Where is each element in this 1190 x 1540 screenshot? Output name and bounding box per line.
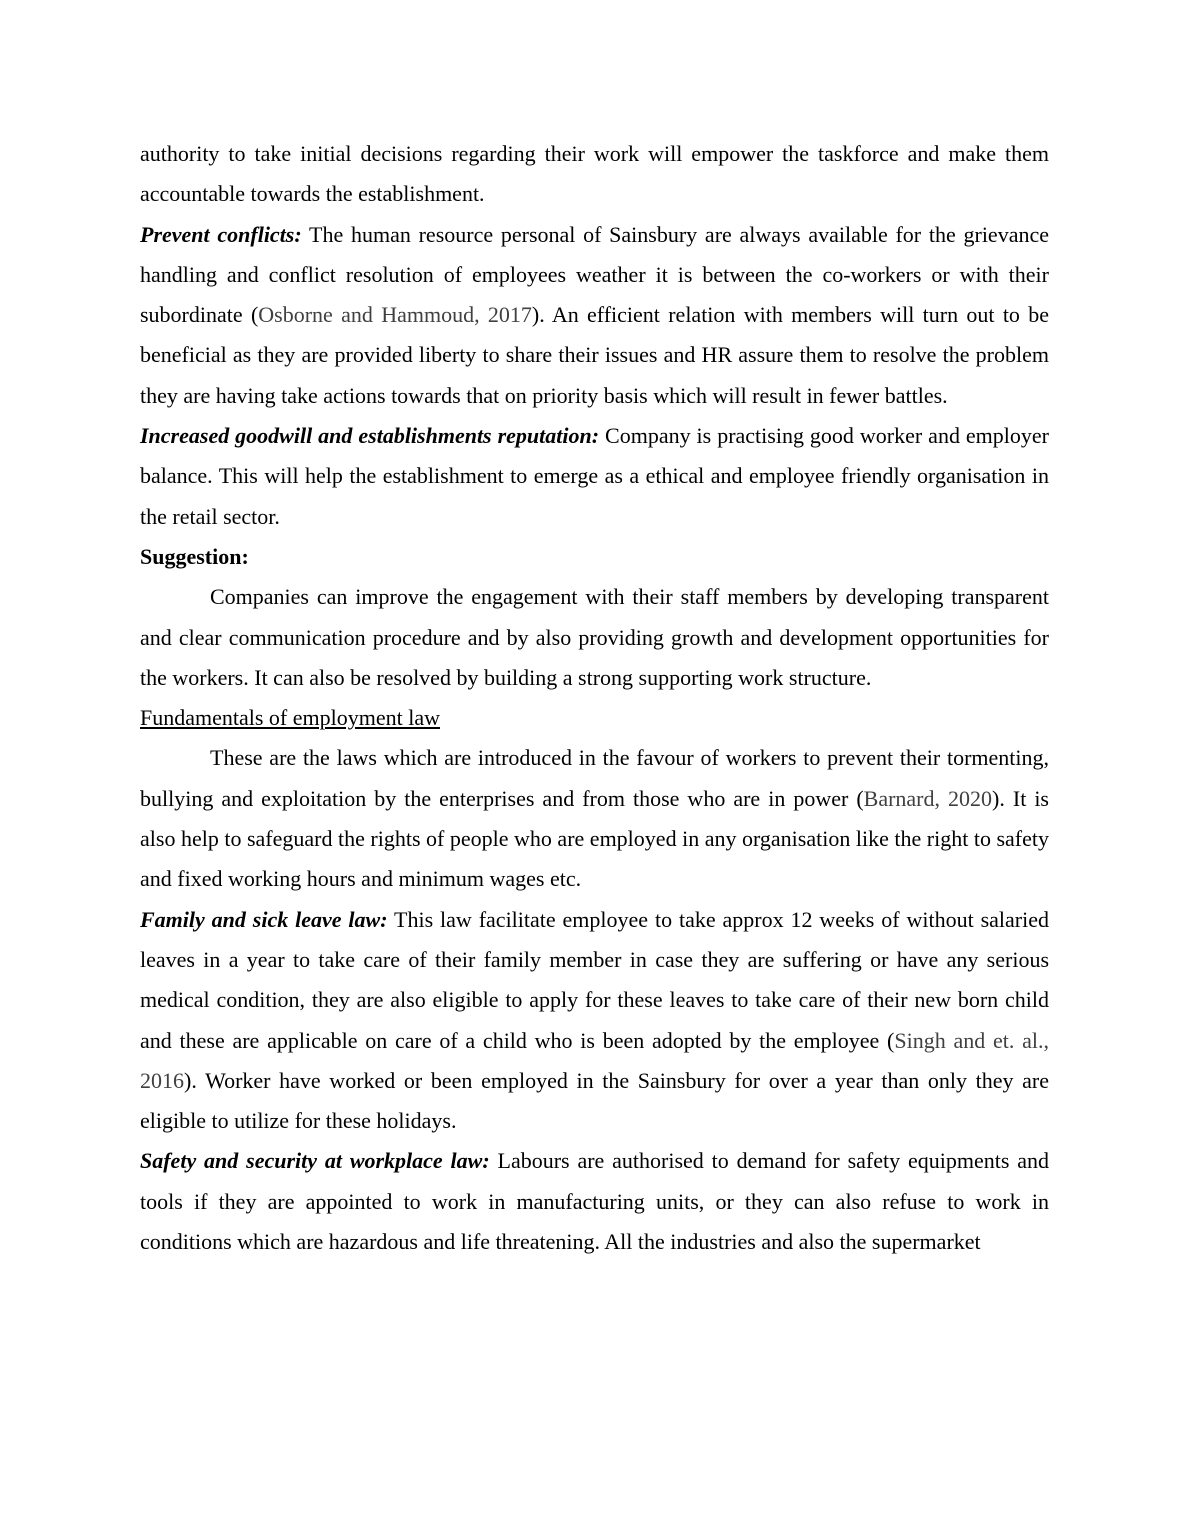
- citation: Osborne and Hammoud, 2017: [258, 302, 532, 328]
- paragraph-text: ). Worker have worked or been employed in the Sainsbury for over a year than only they are eligible to utilize for these holidays.: [140, 1067, 1049, 1134]
- paragraph-text: The human resource personal of Sainsbury are always available for the grievance handling and conflict resolution of employees weather it is between the co-workers or with their subordinate (: [140, 221, 1049, 328]
- paragraph-family-leave: [140, 900, 1049, 1142]
- section-heading-text: Fundamentals of employment law: [140, 705, 440, 731]
- paragraph-text: ). An efficient relation with members will turn out to be beneficial as they are provided liberty to share their issues and HR assure them to resolve the problem they are having take actions towards that on priority basis which will result in fewer battles.: [140, 302, 1050, 408]
- citation: Barnard, 2020: [863, 785, 993, 811]
- suggestion-heading: Suggestion:: [140, 543, 249, 569]
- document-body: [140, 134, 1049, 1262]
- paragraph-text: Labours are authorised to demand for safety equipments and tools if they are appointed to work in manufacturing units, or they can also refuse to work in conditions which are hazardous and life threatening. All the industries and also the supermarket: [140, 1148, 1049, 1255]
- section-heading: [140, 698, 1049, 738]
- paragraph-lead: Prevent conflicts:: [140, 221, 302, 247]
- paragraph-lead: Safety and security at workplace law:: [140, 1148, 490, 1174]
- paragraph-text: These are the laws which are introduced in the favour of workers to prevent their tormenting, bullying and exploitation by the enterprises and from those who are in power (: [140, 745, 1049, 811]
- paragraph-safety-law: [140, 1141, 1049, 1262]
- paragraph-lead: Increased goodwill and establishments reputation:: [140, 423, 600, 449]
- paragraph-text: ). It is also help to safeguard the rights of people who are employed in any organisation like the right to safety and fixed working hours and minimum wages etc.: [140, 785, 1049, 892]
- paragraph-text: This law facilitate employee to take approx 12 weeks of without salaried leaves in a year to take care of their family member in case they are suffering or have any serious medical condition, they are also eligible to apply for these leaves to take care of their new born child and these are applicable on care of a child who is been adopted by the employee (: [140, 906, 1049, 1053]
- paragraph-prevent-conflicts: [140, 215, 1049, 416]
- paragraph-employment-law: [140, 738, 1049, 899]
- paragraph-text: Companies can improve the engagement with their staff members by developing transparent and clear communication procedure and by also providing growth and development opportunities for the workers. It can also be resolved by building a strong supporting work structure.: [140, 584, 1049, 690]
- paragraph-empowerment: [140, 134, 1049, 215]
- paragraph-suggestion: [140, 577, 1049, 698]
- citation: Singh and et. al., 2016: [140, 1027, 1049, 1093]
- paragraph-text: authority to take initial decisions regarding their work will empower the taskforce and make them accountable towards the establishment.: [140, 141, 1049, 207]
- paragraph-lead: Family and sick leave law:: [140, 906, 388, 932]
- paragraph-text: Company is practising good worker and employer balance. This will help the establishment to emerge as a ethical and employee friendly organisation in the retail sector.: [140, 423, 1049, 529]
- paragraph-goodwill: [140, 416, 1049, 537]
